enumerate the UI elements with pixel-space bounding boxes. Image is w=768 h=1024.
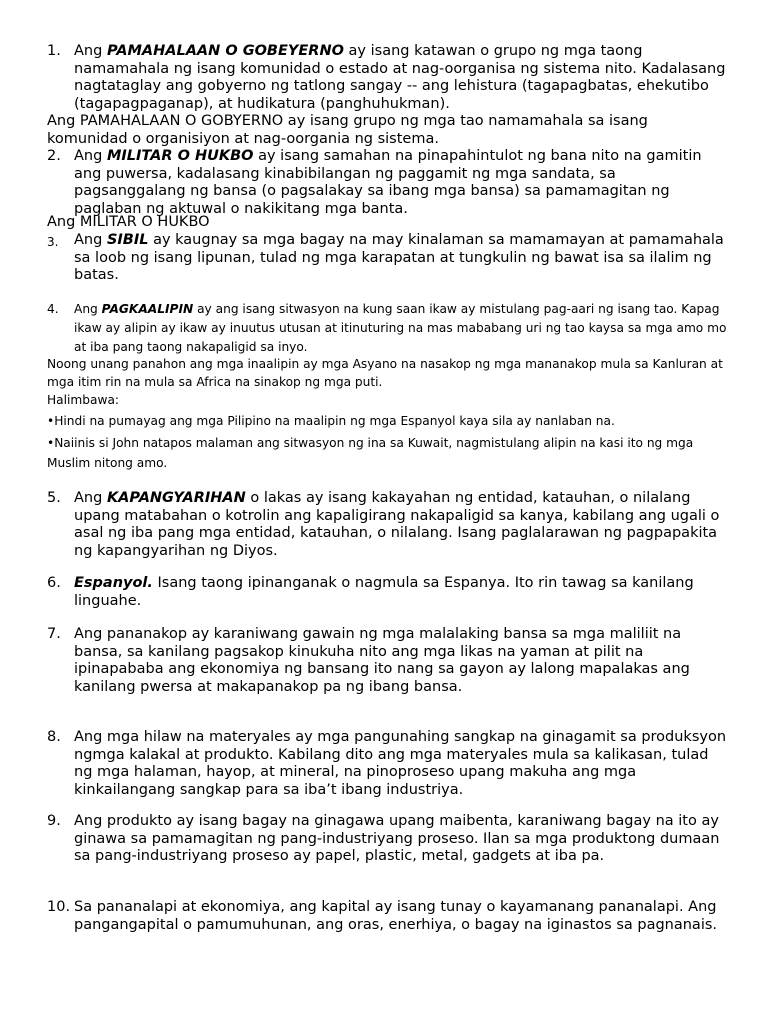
bullet-example-1: •Hindi na pumayag ang mga Pilipino na maalipin ng mga Espanyol kaya sila ay nanlaban na. xyxy=(47,414,615,428)
item-body: Ang produkto ay isang bagay na ginagawa upang maibenta, karaniwang bagay na ito ay ginawa sa pamamagitan ng pang-industriyang proseso. Ilan sa mga produktong dumaan sa pang-industriyang proseso ay papel, plastic, metal, gadgets at iba pa. xyxy=(74,813,720,864)
item-body: Ang PAGKAALIPIN ay ang isang sitwasyon na kung saan ikaw ay mistulang pag-aari ng isang tao. Kapag ikaw ay alipin ay ikaw ay inuutus utusan at itinuturing na mas mababang uri ng tao kaysa sa mga amo mo at iba pang taong nakapaligid sa inyo. xyxy=(74,302,727,354)
list-item-10 xyxy=(47,899,727,934)
item-term: MILITAR O HUKBO xyxy=(106,148,254,164)
item-body: Ang KAPANGYARIHAN o lakas ay isang kakayahan ng entidad, katauhan, o nilalang upang matabahan o kotrolin ang kapaligirang nakapaligid sa kanya, kabilang ang ugali o asal ng iba pang mga entidad, katauhan, o nilalang. Isang paglalarawan ng pagpapakita ng kapangyarihan ng Diyos. xyxy=(74,490,720,559)
item-body: Sa pananalapi at ekonomiya, ang kapital ay isang tunay o kayamanang pananalapi. Ang pangangapital o pamumuhunan, ang oras, enerhiya, o bagay na iginastos sa pagnanais. xyxy=(74,899,718,933)
item-number: 8. xyxy=(47,729,61,745)
note-after-item-2: Ang MILITAR O HUKBO xyxy=(47,214,210,230)
list-item-6 xyxy=(47,575,727,610)
paragraph-history: Noong unang panahon ang mga inaalipin ay mga Asyano na nasakop ng mga mananakop mula sa Kanluran at mga itim rin na mula sa Africa na sinakop ng mga puti. xyxy=(47,357,723,389)
item-term: KAPANGYARIHAN xyxy=(106,490,246,506)
item-body: Ang MILITAR O HUKBO ay isang samahan na pinapahintulot ng bana nito na gamitin ang puwersa, kadalasang kinabibilangan ng paggamit ng mga sandata, sa pagsanggalang ng bansa (o pagsalakay sa ibang mga bansa) sa pamamagitan ng paglaban ng aktuwal o nakikitang mga banta. xyxy=(74,148,702,217)
item-body: Espanyol. Isang taong ipinanganak o nagmula sa Espanya. Ito rin tawag sa kanilang linguahe. xyxy=(74,575,694,609)
item-term: Espanyol. xyxy=(74,575,153,591)
item-number: 10. xyxy=(47,899,71,915)
item-term: PAMAHALAAN O GOBEYERNO xyxy=(106,43,344,59)
item-body: Ang PAMAHALAAN O GOBEYERNO ay isang katawan o grupo ng mga taong namamahala ng isang komunidad o estado at nag-oorganisa ng sistema nito. Kadalasang nagtataglay ang gobyerno ng tatlong sangay -- ang lehistura (tagapagbatas, ehekutibo (tagapagpaganap), at hudikatura (panghuhukman). xyxy=(74,43,726,112)
paragraph-halimbawa: Halimbawa: xyxy=(47,393,120,407)
item-number: 9. xyxy=(47,813,61,829)
bullet-example-2: •Naiinis si John natapos malaman ang sitwasyon ng ina sa Kuwait, nagmistulang alipin na kasi ito ng mga Muslim nitong amo. xyxy=(47,436,694,470)
item-term: PAGKAALIPIN xyxy=(101,302,194,316)
list-item-4 xyxy=(47,300,727,357)
item-number: 2. xyxy=(47,148,61,164)
list-item-3 xyxy=(47,232,727,285)
item-term: SIBIL xyxy=(106,232,149,248)
item-number: 1. xyxy=(47,43,61,59)
item-body: Ang pananakop ay karaniwang gawain ng mga malalaking bansa sa mga maliliit na bansa, sa kanilang pagsakop kinukuha nito ang mga likas na yaman at pilit na ipinapababa ang ekonomiya ng bansang ito nang sa gayon ay lalong mapalakas ang kanilang pwersa at makapanakop pa ng ibang bansa. xyxy=(74,626,690,695)
note-after-item-1: Ang PAMAHALAAN O GOBYERNO ay isang grupo ng mga tao namamahala sa isang komunidad o organisiyon at nag-oorgania ng sistema. xyxy=(47,113,648,147)
item-number: 5. xyxy=(47,490,61,506)
item-body: Ang mga hilaw na materyales ay mga pangunahing sangkap na ginagamit sa produksyon ngmga kalakal at produkto. Kabilang dito ang mga materyales mula sa kalikasan, tulad ng mga halaman, hayop, at mineral, na pinoproseso upang makuha ang mga kinkailangang sangkap para sa iba’t ibang industriya. xyxy=(74,729,727,798)
item-number: 6. xyxy=(47,575,61,591)
item-number: 3. xyxy=(47,235,59,249)
item-number: 7. xyxy=(47,626,61,642)
list-item-1 xyxy=(47,43,727,113)
list-item-7 xyxy=(47,626,727,696)
list-item-2 xyxy=(47,148,727,218)
list-item-5 xyxy=(47,490,727,560)
list-item-8 xyxy=(47,729,727,799)
item-number: 4. xyxy=(47,302,59,316)
item-body: Ang SIBIL ay kaugnay sa mga bagay na may kinalaman sa mamamayan at pamamahala sa loob ng isang lipunan, tulad ng mga karapatan at tungkulin ng bawat isa sa ilalim ng batas. xyxy=(74,232,724,283)
list-item-9 xyxy=(47,813,727,866)
